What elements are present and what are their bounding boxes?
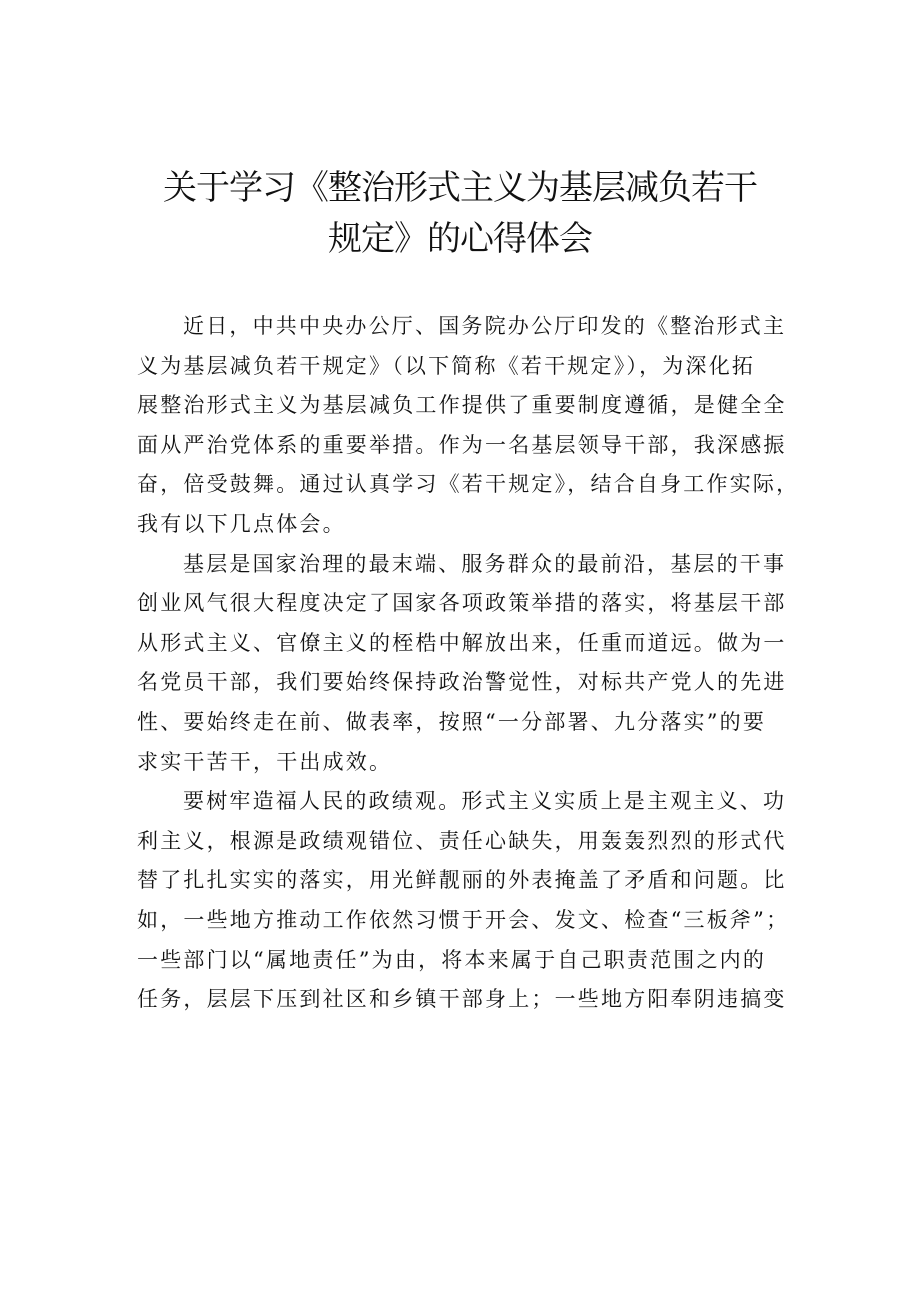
text-line: 求实干苦干，干出成效。 [137,749,393,774]
document-title [120,163,800,265]
text-line: 利主义，根源是政绩观错位、责任心缺失，用轰轰烈烈的形式代 [137,828,787,853]
text-line: 面从严治党体系的重要举措。作为一名基层领导干部，我深感振 [137,432,787,457]
text-line: 创业风气很大程度决定了国家各项政策举措的落实，将基层干部 [137,591,787,616]
text-line: 义为基层减负若干规定》（以下简称《若干规定》），为深化拓 [137,353,756,378]
text-line: 名党员干部，我们要始终保持政治警觉性，对标共产党人的先进 [137,670,787,695]
text-line: 从形式主义、官僚主义的桎梏中解放出来，任重而道远。做为一 [137,630,787,655]
paragraph-2 [137,545,797,783]
text-line: 一些部门以“属地责任”为由，将本来属于自己职责范围之内的 [137,947,767,972]
text-line: 近日，中共中央办公厅、国务院办公厅印发的《整治形式主 [183,314,787,338]
title-line-2: 规定》的心得体会 [328,219,592,259]
text-line: 性、要始终走在前、做表率，按照“一分部署、九分落实”的要 [137,709,767,734]
text-line: 如，一些地方推动工作依然习惯于开会、发文、检查“三板斧”； [137,907,790,932]
text-line: 要树牢造福人民的政绩观。形式主义实质上是主观主义、功 [183,789,787,814]
paragraph-1 [137,307,800,545]
text-line: 基层是国家治理的最末端、服务群众的最前沿，基层的干事 [183,551,787,576]
text-line: 我有以下几点体会。 [137,511,346,536]
text-line: 展整治形式主义为基层减负工作提供了重要制度遵循，是健全全 [137,393,787,418]
text-line: 奋，倍受鼓舞。通过认真学习《若干规定》，结合自身工作实际， [137,472,800,497]
document-body [137,307,800,1020]
title-line-1: 关于学习《整治形式主义为基层减负若干 [163,168,757,208]
paragraph-3 [137,782,797,1020]
text-line: 替了扎扎实实的落实，用光鲜靓丽的外表掩盖了矛盾和问题。比 [137,868,787,893]
text-line: 任务，层层下压到社区和乡镇干部身上；一些地方阳奉阴违搞变 [137,987,787,1012]
